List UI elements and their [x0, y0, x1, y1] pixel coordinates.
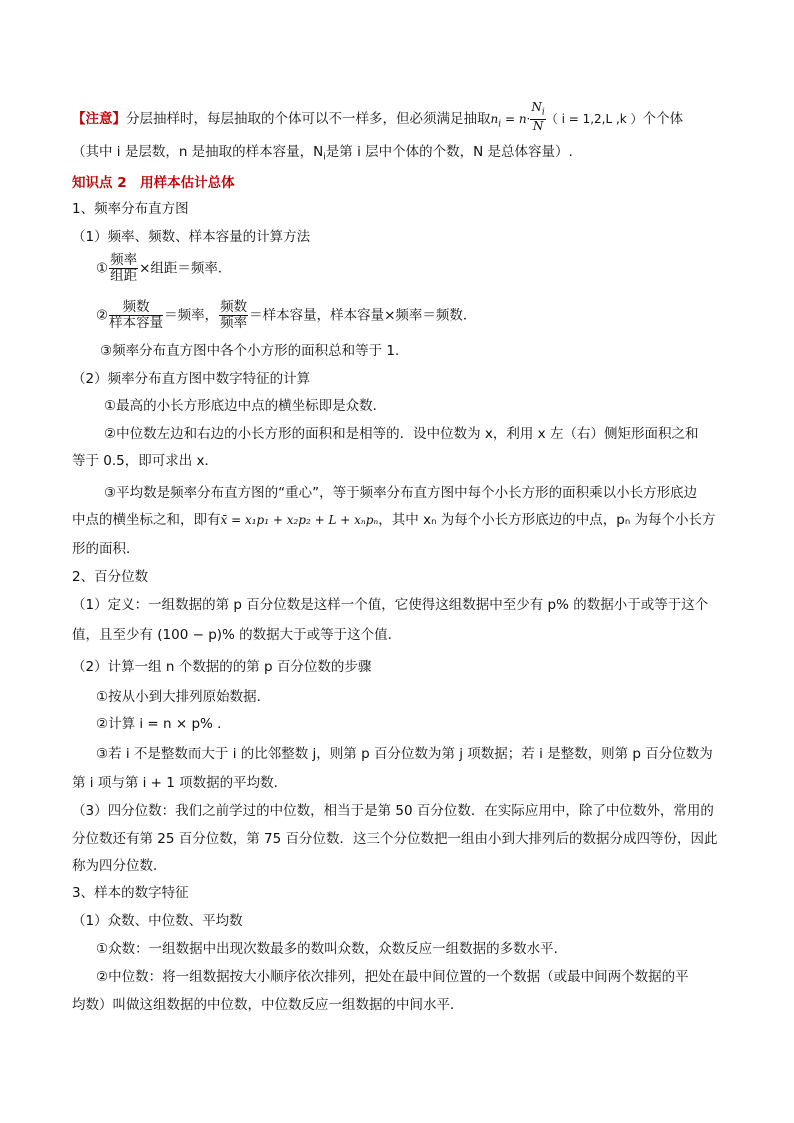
mean-formula: x̄ = x₁p₁ + x₂p₂ + L + xₙpₙ	[220, 513, 379, 527]
step-2: ②计算 i = n × p% ．	[96, 716, 231, 732]
formula-3: ③频率分布直方图中各个小方形的面积总和等于 1．	[100, 343, 409, 359]
section-heading: 知识点 2 用样本估计总体	[72, 175, 235, 191]
note-formula-range: （ i = 1,2,L ,k ）	[545, 112, 643, 127]
quartile-1: （3）四分位数：我们之前学过的中位数，相当于是第 50 百分位数．在实际应用中，除了中位数外，常用的	[72, 803, 714, 819]
point-mean-1: ③平均数是频率分布直方图的“重心”，等于频率分布直方图中每个小长方形的面积乘以小长方形底边	[104, 485, 698, 501]
note-text-2: 个个体	[642, 111, 684, 128]
quartile-3: 称为四分位数．	[72, 858, 167, 874]
point-median-2: 等于 0.5，即可求出 x．	[72, 453, 219, 469]
heading-percentile: 2、百分位数	[72, 569, 149, 585]
heading-calc-methods: （1）频率、频数、样本容量的计算方法	[72, 229, 311, 245]
note-line-2: （其中 i 是层数，n 是抽取的样本容量，$N_i$是第 i 层中个体的个数，N 是总体容量）.	[72, 144, 573, 163]
note-formula-lhs: $n_i$	[490, 112, 502, 130]
fraction-count-over-freq: $\frac{\text{频数}}{\text{频率}}$	[220, 299, 248, 331]
note-line-2b: 是第 i 层中个体的个数，N 是总体容量）.	[325, 144, 573, 160]
note-text-1: 分层抽样时，每层抽取的个体可以不一样多，但必须满足抽取	[126, 111, 491, 128]
note-formula-fraction: $\frac{N_i}{N}$	[531, 100, 545, 134]
heading-histogram: 1、频率分布直方图	[72, 201, 189, 217]
point-median-1: ②中位数左边和右边的小长方形的面积和是相等的．设中位数为 x，利用 x 左（右）侧矩形面积之和	[104, 426, 699, 442]
steps-heading: （2）计算一组 n 个数据的的第 p 百分位数的步骤	[72, 659, 372, 675]
step-3a: ③若 i 不是整数而大于 i 的比邻整数 j，则第 p 百分位数为第 j 项数据；若 i 是整数，则第 p 百分位数为	[96, 746, 713, 762]
definition-1: （1）定义：一组数据的第 p 百分位数是这样一个值，它使得这组数据中至少有 p% 的数据小于或等于这个	[72, 597, 709, 613]
median-definition-1: ②中位数：将一组数据按大小顺序依次排列，把处在最中间位置的一个数据（或最中间两个数据的平	[96, 969, 689, 985]
median-definition-2: 均数）叫做这组数据的中位数，中位数反应一组数据的中间水平．	[72, 997, 464, 1013]
heading-mode-median-mean: （1）众数、中位数、平均数	[72, 913, 243, 929]
definition-2: 值，且至少有 (100 − p)% 的数据大于或等于这个值．	[72, 627, 402, 643]
note-line-1	[72, 100, 684, 135]
point-mean-2: 中点的横坐标之和，即有x̄ = x₁p₁ + x₂p₂ + L + xₙpₙ，其中 xₙ 为每个小长方形底边的中点，pₙ 为每个小长方	[72, 512, 716, 528]
fraction-freq-over-width: $\frac{\text{频率}}{\text{组距}}$	[110, 252, 138, 284]
note-label: 【注意】	[72, 111, 126, 128]
step-3b: 第 i 项与第 i + 1 项数据的平均数．	[72, 775, 288, 791]
fraction-count-over-size: $\frac{\text{频数}}{\text{样本容量}}$	[109, 299, 164, 331]
note-formula-eq: = n·	[501, 112, 531, 127]
point-mode: ①最高的小长方形底边中点的横坐标即是众数．	[104, 398, 387, 414]
mode-definition: ①众数：一组数据中出现次数最多的数叫众数，众数反应一组数据的多数水平．	[96, 941, 568, 957]
formula-1: ① $\frac{\text{频率}}{\text{组距}}$ ×组距＝频率．	[96, 252, 232, 284]
point-mean-3: 形的面积．	[72, 541, 140, 557]
formula-2: ② $\frac{\text{频数}}{\text{样本容量}}$ ＝频率， $\frac{\text{频数}}{\text{频率}}$ ＝样本容量，样本容量×频率＝频数．	[96, 299, 477, 331]
step-1: ①按从小到大排列原始数据．	[96, 689, 271, 705]
note-line-2a: （其中 i 是层数，n 是抽取的样本容量，N	[72, 144, 324, 160]
heading-numeric-features: （2）频率分布直方图中数字特征的计算	[72, 371, 311, 387]
quartile-2: 分位数还有第 25 百分位数，第 75 百分位数．这三个分位数把一组由小到大排列后的数据分成四等份，因此	[72, 831, 718, 847]
heading-sample-features: 3、样本的数字特征	[72, 885, 189, 901]
